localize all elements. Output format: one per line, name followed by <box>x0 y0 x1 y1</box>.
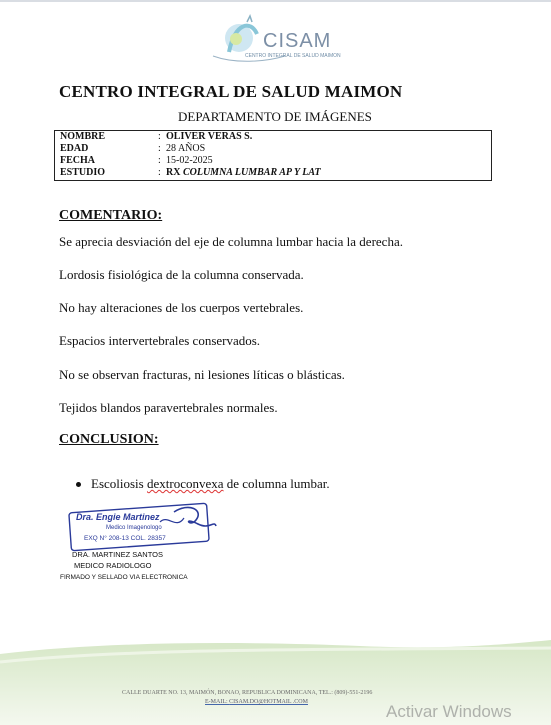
comment-paragraph: Lordosis fisiológica de la columna conservada. <box>59 267 304 282</box>
name-colon: : <box>158 131 161 142</box>
department-title: DEPARTAMENTO DE IMÁGENES <box>178 109 372 124</box>
logo-tagline: CENTRO INTEGRAL DE SALUD MAIMON <box>245 53 341 59</box>
comment-paragraph: Espacios intervertebrales conservados. <box>59 333 261 348</box>
spellcheck-flagged-word: dextroconvexa <box>146 476 224 491</box>
electronic-signature-note: FIRMADO Y SELLADO VIA ELECTRONICA <box>60 574 188 581</box>
logo-wordmark: CISAM <box>263 30 332 52</box>
study-description: COLUMNA LUMBAR AP Y LAT <box>182 167 321 178</box>
footer-email-line <box>205 699 308 705</box>
comment-paragraph: Se aprecia desviación del eje de columna lumbar hacia la derecha. <box>59 234 403 249</box>
name-label: NOMBRE <box>60 131 105 142</box>
stamp-exequatur: EXQ N° 208-13 COL. 28357 <box>84 535 166 542</box>
date-colon: : <box>158 155 161 166</box>
comment-paragraph: No hay alteraciones de los cuerpos vertebrales. <box>59 300 304 315</box>
footer-email-label: E-MAIL: <box>205 699 230 705</box>
patient-info-box <box>54 130 492 181</box>
patient-row-date <box>55 155 491 167</box>
study-prefix: RX <box>166 167 181 178</box>
patient-age: 28 AÑOS <box>166 143 206 154</box>
page-top-border <box>0 0 551 2</box>
conclusion-heading: CONCLUSION: <box>59 432 159 447</box>
date-label: FECHA <box>60 155 95 166</box>
conclusion-text-start: Escoliosis <box>91 476 147 491</box>
study-colon: : <box>158 167 161 178</box>
stamp-doctor-name: Dra. Engie Martinez <box>76 512 160 522</box>
age-colon: : <box>158 143 161 154</box>
exam-date: 15-02-2025 <box>166 155 213 166</box>
document-title: CENTRO INTEGRAL DE SALUD MAIMON <box>59 82 403 101</box>
conclusion-text-end: de columna lumbar. <box>223 476 330 491</box>
patient-row-study <box>55 167 491 179</box>
signature-doctor-name: DRA. MARTINEZ SANTOS <box>72 550 163 559</box>
activate-windows-watermark: Activar Windows <box>386 702 512 721</box>
comment-paragraph: No se observan fracturas, ni lesiones líticas o blásticas. <box>59 367 345 382</box>
study-value <box>166 167 321 179</box>
conclusion-item <box>76 476 330 492</box>
cisam-logo <box>205 12 345 68</box>
patient-name: OLIVER VERAS S. <box>166 131 253 142</box>
patient-row-name <box>55 131 491 143</box>
signature-role: MEDICO RADIOLOGO <box>74 561 152 570</box>
stamp-specialty: Medico Imagenologo <box>106 525 162 531</box>
footer-email-link[interactable]: CISAM.DO@HOTMAIL .COM <box>229 699 308 705</box>
study-label: ESTUDIO <box>60 167 106 178</box>
bullet-icon <box>76 482 81 487</box>
patient-row-age <box>55 143 491 155</box>
comment-heading: COMENTARIO: <box>59 208 163 223</box>
age-label: EDAD <box>60 143 89 154</box>
doctor-stamp <box>64 502 219 552</box>
footer-address: CALLE DUARTE NO. 13, MAIMÓN, BONAO, REPUBLICA DOMINICANA, TEL.: (809)-551-2196 <box>122 690 373 696</box>
comment-paragraph: Tejidos blandos paravertebrales normales. <box>59 400 278 415</box>
